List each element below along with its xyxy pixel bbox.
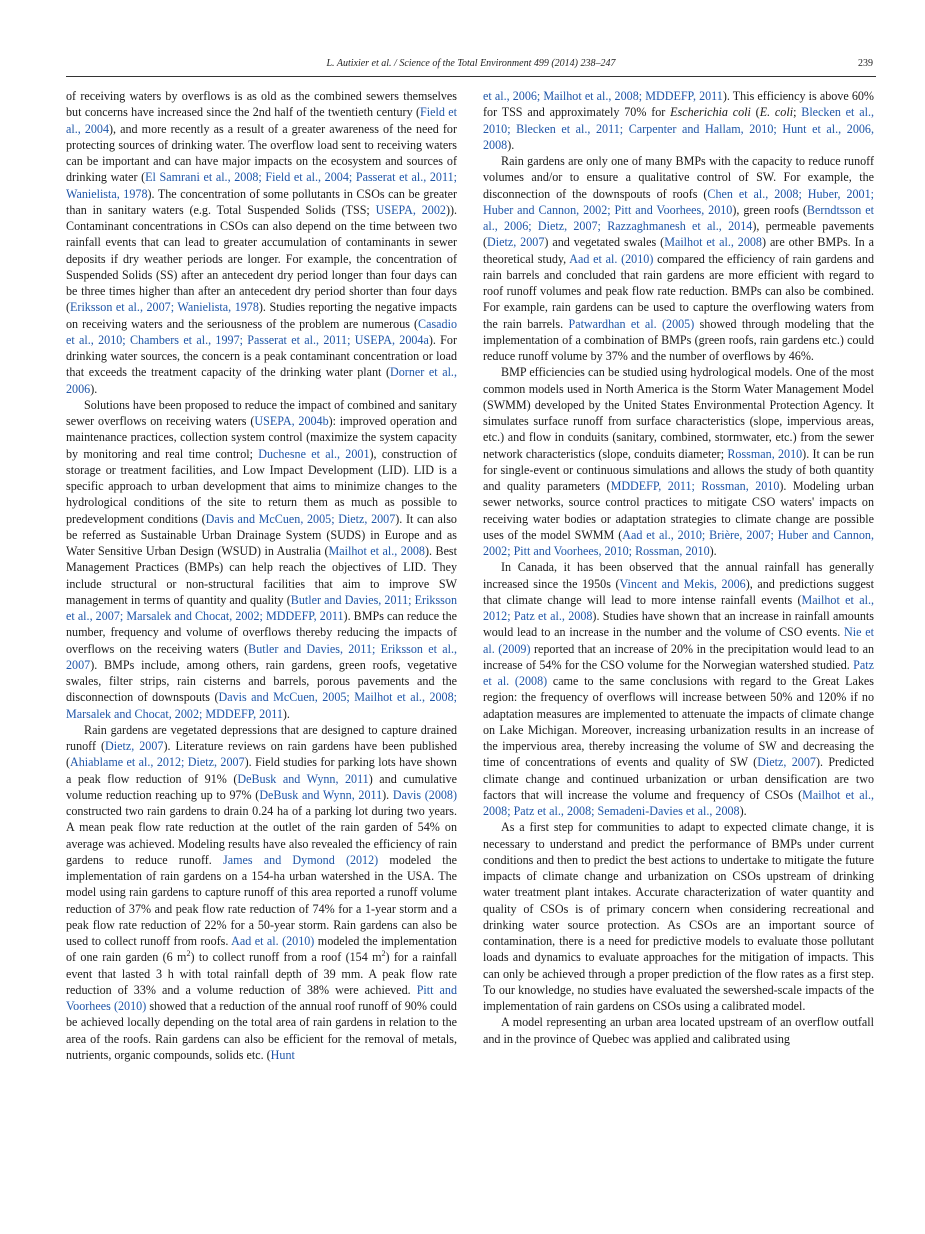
citation-link[interactable]: Aad et al. (2010) (569, 251, 654, 266)
text-run: ). (282, 706, 290, 721)
text-run: ). Best Management Practices (BMPs) can help reach the objectives of LID. They include structural or non-structural facilities that aim to improve SW management in terms of quantity and quality ( (66, 544, 458, 607)
text-run: reported that an increase of 20% in the precipitation would lead to an increase of 54% for the CSO volume for the Norwegian watershed studied. (483, 641, 874, 672)
citation-link[interactable]: MDDEFP, 2011; Rossman, 2010 (610, 479, 780, 493)
paragraph-climate-change (483, 559, 874, 819)
text-run: ). This efficiency is above 60% for TSS and approximately 70% for (483, 89, 874, 120)
paragraph-efficiency-continued (483, 88, 874, 153)
citation-link[interactable]: Nie et al. (2009) (483, 625, 874, 656)
citation-link[interactable]: Dorner et al., 2006 (66, 365, 457, 396)
paragraph-solutions (66, 397, 457, 722)
text-run: ). For drinking water sources, the concern is a peak contaminant concentration or load that exceeds the treatment capacity of the drinking water plant ( (66, 332, 457, 380)
text-run: BMP efficiencies can be studied using hydrological models. One of the most common models used in North America is the Storm Water Management Model (SWMM) developed by the United States Environmental Protection Agency. It simulates surface runoff from surface characteristics (slope, impervious areas, etc.) and flow in conduits (sanitary, combined, stormwater, etc.) from the sewer network characteristics (slope, conduits diameter; (483, 365, 874, 461)
citation-link[interactable]: James and Dymond (2012) (223, 852, 379, 867)
citation-link[interactable]: Dietz, 2007 (487, 235, 545, 250)
text-run: ) are other BMPs. In a theoretical study, (483, 235, 874, 266)
citation-link[interactable]: Butler and Davies, 2011; Eriksson et al., 2007; Marsalek and Chocat, 2002; MDDEFP, 2011 (66, 592, 457, 623)
citation-link[interactable]: Mailhot et al., 2008 (328, 544, 425, 558)
citation-link[interactable]: Eriksson et al., 2007; Wanielista, 1978 (70, 300, 259, 315)
text-run: of receiving waters by overflows is as old as the combined sewers themselves but concerns have increased since the 2nd half of the twentieth century ( (66, 89, 457, 120)
citation-link[interactable]: DeBusk and Wynn, 2011 (259, 787, 383, 802)
citation-link[interactable]: et al., 2006; Mailhot et al., 2008; MDDEFP, 2011 (483, 89, 723, 103)
text-run: ). Literature reviews on rain gardens have been published ( (66, 739, 457, 770)
citation-link[interactable]: Davis (2008) (392, 787, 458, 802)
left-column (66, 88, 457, 1063)
text-run: Rain gardens are only one of many BMPs with the capacity to reduce runoff volumes and/or to ensure a qualitative control of SW. For example, the disconnection of the downspouts of roofs ( (483, 154, 874, 201)
text-run: ), and more recently as a result of a greater awareness of the need for protecting sources of drinking water. The overflow load sent to receiving waters can be important and can have major impacts on the ecosystem and sources of drinking water ( (66, 121, 457, 185)
text-run: ). (90, 381, 98, 396)
paragraph-model-quebec (483, 1014, 874, 1047)
citation-link[interactable]: Davis and McCuen, 2005; Mailhot et al., 2008; Marsalek and Chocat, 2002; MDDEFP, 2011 (66, 690, 457, 721)
text-run: ). Predicted climate change and continued urbanization or urban densification are two factors that will increase the volume and frequency of CSOs ( (483, 755, 874, 802)
citation-link[interactable]: El Samrani et al., 2008; Field et al., 2004; Passerat et al., 2011; Wanielista, 1978 (66, 170, 457, 201)
text-run: ). (709, 544, 717, 558)
running-header (66, 57, 876, 71)
text-run: ), construction of storage or treatment facilities, and Low Impact Development (LID). LID is a specific approach to urban development that aims to minimize changes to the hydrological conditions of the site to return them as much as possible to predevelopment conditions ( (66, 446, 457, 526)
citation-link[interactable]: Aad et al., 2010; Brière, 2007; Huber and Cannon, 2002; Pitt and Voorhees, 2010; Rossman, 2010 (483, 527, 874, 558)
text-run: ), green roofs ( (732, 202, 807, 217)
text-run: ). Field studies for parking lots have shown a peak flow reduction of 91% ( (66, 755, 457, 786)
citation-link[interactable]: Ahiablame et al., 2012; Dietz, 2007 (70, 755, 245, 770)
citation-link[interactable]: Patwardhan et al. (2005) (568, 316, 695, 331)
text-run: A model representing an urban area located upstream of an overflow outfall and in the province of Quebec was applied and calibrated using (483, 1015, 874, 1046)
paragraph-swmm-model (483, 364, 874, 559)
text-run: ). (507, 137, 515, 152)
text-run: ) and cumulative volume reduction reaching up to 97% ( (66, 771, 457, 802)
citation-link[interactable]: Dietz, 2007 (757, 755, 816, 770)
text-run: ). It can also be referred as Sustainable Urban Drainage System (SUDS) in Europe and as Water Sensitive Urban Design (WSUD) in Australia ( (66, 511, 457, 558)
text-run: As a first step for communities to adapt to expected climate change, it is necessary to understand and predict the performance of BMPs under current conditions and then to predict the best actions to undertake to mitigate the future impacts of climate change and urbanization on CSOs upstream of drinking water treatment plant intakes. Accurate characterization of water quantity and quality of CSOs is of primary concern when considering recreational and drinking water source protection. As CSOs are an important source of contamination, there is a need for predictive models to evaluate those pollutant loads and dynamics to evaluate approaches for the mitigation of impacts. This can only be achieved through a proper prediction of the flow rates as a first step. To our knowledge, no studies have evaluated the sewershed-scale impacts of the implementation of rain gardens on CSOs using a calibrated model. (483, 820, 874, 1013)
species-name: Escherichia coli (670, 105, 751, 120)
citation-link[interactable]: Casadio et al., 2010; Chambers et al., 1997; Passerat et al., 2011; USEPA, 2004a (66, 316, 457, 347)
running-title: L. Autixier et al. / Science of the Total Environment 499 (2014) 238–247 (326, 58, 616, 69)
text-run: ): improved operation and maintenance practices, collection system control (maximize the system capacity by monitoring and real time control; (66, 414, 457, 461)
citation-link[interactable]: Davis and McCuen, 2005; Dietz, 2007 (205, 511, 396, 526)
citation-link[interactable]: Duchesne et al., 2001 (258, 446, 370, 461)
text-run: ), permeable pavements ( (483, 219, 874, 250)
species-abbrev: E. coli (759, 105, 794, 120)
text-run: compared the efficiency of rain gardens and rain barrels and concluded that rain gardens are more efficient with regard to roof runoff volumes and peak flow rate reduction. BMPs can also be combined. For example, rain gardens can be used to capture the overflowing waters from the rain barrels. (483, 251, 875, 331)
citation-link[interactable]: Patz et al. (2008) (483, 657, 874, 688)
text-run: Solutions have been proposed to reduce the impact of combined and sanitary sewer overflows on receiving waters ( (66, 397, 457, 428)
superscript: 2 (186, 949, 191, 959)
paragraph-rain-gardens (66, 722, 457, 1063)
citation-link[interactable]: Rossman, 2010 (727, 446, 803, 461)
citation-link[interactable]: Mailhot et al., 2008 (664, 235, 762, 250)
citation-link[interactable]: Aad et al. (2010) (231, 934, 315, 948)
text-run: came to the same conclusions with regard to the Great Lakes region: the frequency of overflows will increase between 50% and 120% if no adaptation measures are implemented to attenuate the impacts of climate change on Lake Michigan. Moreover, increasing urbanization results in an increase of the impervious area, thereby increasing the volume of SW and decreasing the time of concentrations of events and quality of SW ( (483, 674, 874, 770)
citation-link[interactable]: Mailhot et al., 2008; Patz et al., 2008; Semadeni-Davies et al., 2008 (483, 787, 874, 818)
text-run: ), and predictions suggest that climate change will lead to more intense rainfall events ( (483, 576, 874, 607)
citation-link[interactable]: USEPA, 2002 (375, 202, 446, 217)
text-run: ). BMPs include, among others, rain gardens, green roofs, vegetative swales, filter strips, rain cisterns and barrels, porous pavements and the disconnection of downspouts ( (66, 657, 457, 705)
text-run: ). BMPs can reduce the number, frequency and volume of overflows thereby reducing the impacts of overflows on the receiving waters ( (66, 609, 457, 656)
text-run: ). (739, 804, 747, 818)
citation-link[interactable]: Field et al., 2004 (66, 105, 457, 136)
superscript: 2 (381, 949, 386, 959)
text-run: ). (382, 787, 393, 802)
text-run: ). It can be run for single-event or continuous simulations and allows the study of both quantity and quality parameters ( (483, 446, 874, 493)
citation-link[interactable]: USEPA, 2004b (254, 414, 329, 428)
text-run: ). Modeling urban sewer networks, source control practices to mitigate CSO waters' impacts on receiving water bodies or adaptation strategies to climate change are possible uses of the model SWMM ( (483, 479, 874, 542)
citation-link[interactable]: Dietz, 2007 (105, 739, 164, 753)
paragraph-cso-impacts (66, 88, 457, 397)
citation-link[interactable]: Hunt (270, 1047, 295, 1062)
citation-link[interactable]: Mailhot et al., 2012; Patz et al., 2008 (483, 592, 874, 623)
citation-link[interactable]: Vincent and Mekis, 2006 (619, 576, 746, 591)
citation-link[interactable]: Butler and Davies, 2011; Eriksson et al., 2007 (66, 641, 457, 672)
citation-link[interactable]: Berndtsson et al., 2006; Dietz, 2007; Razzaghmanesh et al., 2014 (483, 202, 874, 233)
citation-link[interactable]: Chen et al., 2008; Huber, 2001; Huber and Cannon, 2002; Pitt and Voorhees, 2010 (483, 186, 874, 217)
text-run: modeled the implementation of one rain garden (6 m (66, 934, 457, 965)
citation-link[interactable]: DeBusk and Wynn, 2011 (237, 771, 369, 786)
text-run: ) for a rainfall event that lasted 3 h with total rainfall depth of 39 mm. A peak flow rate reduction of 33% and a volume reduction of 38% were achieved. (66, 950, 457, 997)
header-rule (66, 76, 876, 77)
right-column (483, 88, 874, 1047)
text-run: ) to collect runoff from a roof (154 m (190, 950, 382, 965)
page-number: 239 (858, 58, 873, 69)
text-run: showed that a reduction of the annual roof runoff of 90% could be achieved locally depending on the total area of rain gardens in relation to the area of the roofs. Rain gardens can also be efficient for the removal of metals, nutrients, organic compounds, solids etc. ( (66, 999, 457, 1062)
paragraph-first-step (483, 819, 874, 1014)
text-run: Rain gardens are vegetated depressions that are designed to capture drained runoff ( (66, 722, 457, 753)
text-run: ). Studies have shown that an increase in rainfall amounts would lead to an increase in the number and the volume of CSO events. (483, 609, 874, 640)
text-run: )). Contaminant concentrations in CSOs can also depend on the time between two rainfall events that can lead to greater accumulation of contaminants in sewer deposits if dry weather periods are longer. For example, the concentration of Suspended Solids (SS) after an antecedent dry period longer than four days can be three times higher than after an antecedent dry period shorter than four days ( (66, 202, 458, 315)
citation-link[interactable]: Blecken et al., 2010; Blecken et al., 2011; Carpenter and Hallam, 2010; Hunt et al., 2006, 2008 (483, 105, 874, 152)
text-run: constructed two rain gardens to drain 0.24 ha of a parking lot during two years. A mean peak flow rate reduction at the outlet of the rain garden of 54% on average was achieved. Modeling results have also revealed the efficiency of rain gardens to reduce runoff. (66, 804, 457, 867)
paragraph-other-bmps (483, 153, 874, 364)
text-run: ; (793, 105, 802, 120)
text-run: modeled the implementation of rain gardens on a 154-ha urban watershed in the USA. The model using rain gardens to capture runoff of this area reported a runoff volume reduction of 37% and peak flow rate reduction of 74% for a 1-year storm and a peak flow rate reduction of 22% for a 50-year storm. Rain gardens can also be used to collect runoff from roofs. (66, 852, 457, 948)
text-run: showed through modeling that the implementation of a combination of BMPs (green roofs, rain gardens etc.) could reduce runoff volume by 37% and the number of overflows by 46%. (483, 316, 875, 363)
text-run: ) and vegetated swales ( (544, 235, 665, 250)
text-run: ). The concentration of some pollutants in CSOs can be greater than in sanitary waters (e.g. Total Suspended Solids (TSS; (66, 186, 458, 217)
text-run: ). Studies reporting the negative impacts on receiving waters and the seriousness of the problem are numerous ( (66, 300, 458, 331)
text-run: In Canada, it has been observed that the annual rainfall has generally increased since the 1950s ( (483, 560, 874, 591)
text-run: ( (750, 105, 760, 120)
citation-link[interactable]: Pitt and Voorhees (2010) (66, 982, 457, 1013)
